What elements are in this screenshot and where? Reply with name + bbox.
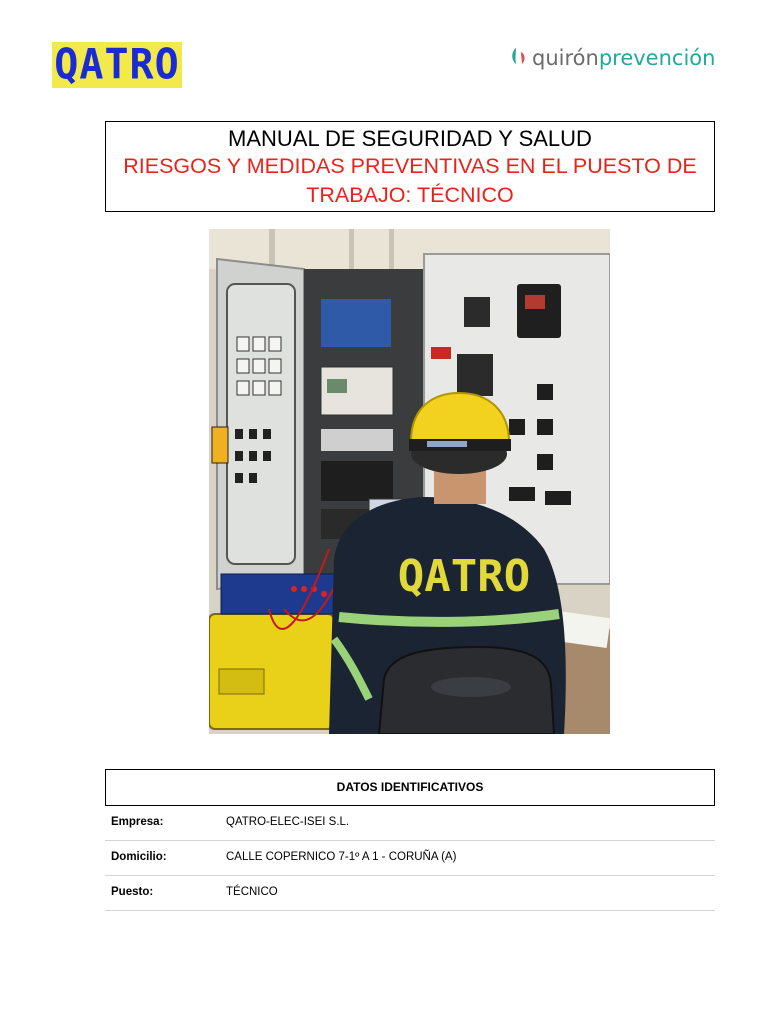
qatro-logo-text: QATRO	[54, 40, 180, 90]
quironprevencion-logo	[510, 44, 715, 72]
document-subtitle-line1: RIESGOS Y MEDIDAS PREVENTIVAS EN EL PUESTO DE	[123, 154, 697, 178]
quiron-logo-word2: prevención	[598, 46, 716, 70]
photo-illustration	[209, 229, 610, 734]
data-value: TÉCNICO	[226, 886, 278, 898]
title-box	[105, 121, 715, 212]
datos-header: DATOS IDENTIFICATIVOS	[105, 769, 715, 806]
data-row-domicilio	[105, 841, 715, 876]
qatro-logo	[52, 42, 182, 88]
data-row-empresa	[105, 806, 715, 841]
document-title: MANUAL DE SEGURIDAD Y SALUD	[228, 126, 592, 151]
data-label: Domicilio:	[111, 851, 167, 863]
document-subtitle-line2: TRABAJO: TÉCNICO	[306, 183, 514, 207]
quiron-logo-word1: quirón	[532, 46, 599, 70]
data-label: Empresa:	[111, 816, 164, 828]
data-value: QATRO-ELEC-ISEI S.L.	[226, 816, 350, 828]
quiron-leaf-icon	[510, 46, 530, 70]
data-value: CALLE COPERNICO 7-1º A 1 - CORUÑA (A)	[226, 851, 457, 863]
data-label: Puesto:	[111, 886, 154, 898]
jacket-logo-text: QATRO	[397, 551, 531, 602]
data-row-puesto	[105, 876, 715, 911]
technician-photo	[209, 229, 610, 734]
